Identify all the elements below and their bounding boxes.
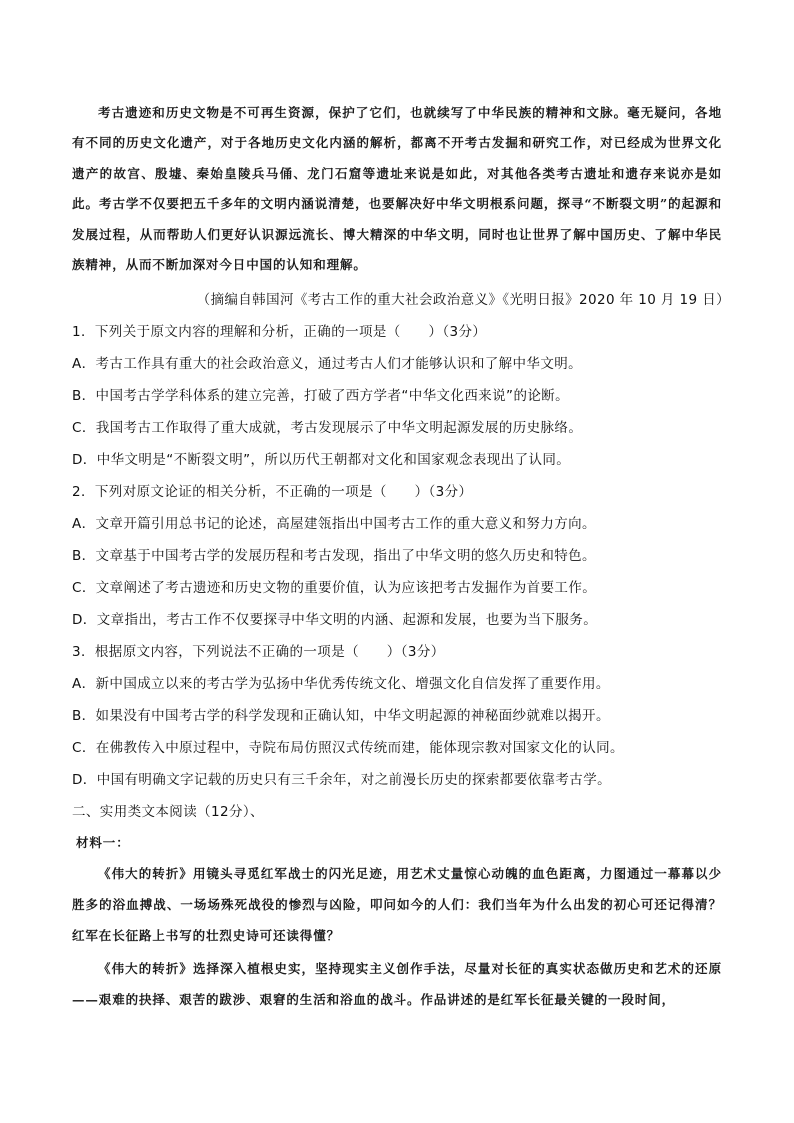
material-paragraph-2: 《伟大的转折》选择深入植根史实，坚持现实主义创作手法，尽量对长征的真实状态做历史和艺术的还原——艰难的抉择、艰苦的跋涉、艰窘的生活和浴血的战斗。作品讲述的是红军长征最关键的一段时间， bbox=[72, 961, 722, 1007]
question-1-option-c: C．我国考古工作取得了重大成就，考古发现展示了中华文明起源发展的历史脉络。 bbox=[72, 420, 583, 436]
question-1-stem: 1．下列关于原文内容的理解和分析，正确的一项是（ ）（3分） bbox=[72, 324, 487, 340]
question-1-option-a: A．考古工作具有重大的社会政治意义，通过考古人们才能够认识和了解中华文明。 bbox=[72, 356, 583, 372]
question-2-option-c: C．文章阐述了考古遗迹和历史文物的重要价值，认为应该把考古发掘作为首要工作。 bbox=[72, 580, 597, 596]
question-3-option-d: D．中国有明确文字记载的历史只有三千余年，对之前漫长历史的探索都要依靠考古学。 bbox=[72, 772, 611, 788]
question-3-option-c: C．在佛教传入中原过程中，寺院布局仿照汉式传统而建，能体现宗教对国家文化的认同。 bbox=[72, 740, 624, 756]
material-paragraph-1: 《伟大的转折》用镜头寻觅红军战士的闪光足迹，用艺术丈量惊心动魄的血色距离，力图通过一幕幕以少胜多的浴血搏战、一场场殊死战役的惨烈与凶险，叩问如今的人们：我们当年为什么出发的初心可还记得清？红军在长征路上书写的壮烈史诗可还读得懂？ bbox=[72, 866, 722, 943]
question-3-option-b: B．如果没有中国考古学的科学发现和正确认知，中华文明起源的神秘面纱就难以揭开。 bbox=[72, 708, 610, 724]
passage-paragraph: 考古遗迹和历史文物是不可再生资源，保护了它们，也就续写了中华民族的精神和文脉。毫无疑问，各地有不同的历史文化遗产，对于各地历史文化内涵的解析，都离不开考古发掘和研究工作，对已经成为世界文化遗产的故宫、殷墟、秦始皇陵兵马俑、龙门石窟等遗址来说是如此，对其他各类考古遗址和遗存来说亦是如此。考古学不仅要把五千多年的文明内涵说清楚，也要解决好中华文明根系问题，探寻“不断裂文明”的起源和发展过程，从而帮助人们更好认识源远流长、博大精深的中华文明，同时也让世界了解中国历史、了解中华民族精神，从而不断加深对今日中国的认知和理解。 bbox=[72, 105, 722, 273]
question-2-option-a: A．文章开篇引用总书记的论述，高屋建瓴指出中国考古工作的重大意义和努力方向。 bbox=[72, 516, 596, 532]
question-3-option-a: A．新中国成立以来的考古学为弘扬中华优秀传统文化、增强文化自信发挥了重要作用。 bbox=[72, 676, 610, 692]
question-2-option-b: B．文章基于中国考古学的发展历程和考古发现，指出了中华文明的悠久历史和特色。 bbox=[72, 548, 596, 564]
question-1-option-b: B．中国考古学学科体系的建立完善，打破了西方学者“中华文化西来说”的论断。 bbox=[72, 388, 570, 404]
source-citation: （摘编自韩国河《考古工作的重大社会政治意义》《光明日报》2020 年 10 月 19 日） bbox=[196, 292, 730, 308]
question-2-option-d: D．文章指出，考古工作不仅要探寻中华文明的内涵、起源和发展，也要为当下服务。 bbox=[72, 612, 598, 628]
material-label: 材料一： bbox=[76, 835, 130, 850]
question-2-stem: 2．下列对原文论证的相关分析，不正确的一项是（ ）（3分） bbox=[72, 484, 473, 500]
question-1-option-d: D．中华文明是“不断裂文明”，所以历代王朝都对文化和国家观念表现出了认同。 bbox=[72, 452, 571, 468]
section-2-heading: 二、实用类文本阅读（12分）、 bbox=[72, 804, 264, 820]
question-3-stem: 3．根据原文内容，下列说法不正确的一项是（ ）（3分） bbox=[72, 644, 445, 660]
